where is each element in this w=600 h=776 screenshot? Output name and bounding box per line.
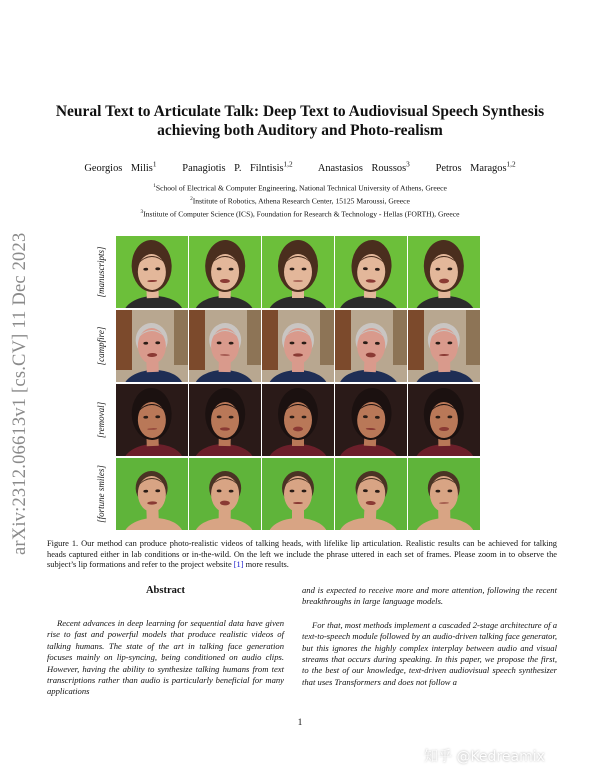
figure-row bbox=[86, 310, 482, 382]
video-frame bbox=[262, 384, 334, 456]
affiliation: $^3$Institute of Computer Science (ICS), Foundation for Research & Technology - Hellas (FORTH), Greece bbox=[140, 209, 460, 219]
affiliation: $^2$Institute of Robotics, Athena Research Center, 15125 Maroussi, Greece bbox=[190, 196, 410, 206]
title-line-2: achieving both Auditory and Photo-realism bbox=[157, 122, 443, 139]
row-phrase-text: [campfire] bbox=[96, 326, 106, 366]
right-column-paragraph: and is expected to receive more and more attention, following the recent breakthroughs in large language models. bbox=[302, 585, 557, 607]
author: Panagiotis P. Filntisis$^{1,2}$ bbox=[182, 161, 293, 175]
figure-1-frame-grid bbox=[86, 236, 482, 531]
video-frame bbox=[335, 384, 407, 456]
author-list bbox=[40, 161, 560, 174]
video-frame bbox=[189, 384, 261, 456]
video-frame bbox=[408, 236, 480, 308]
page-number: 1 bbox=[297, 718, 303, 728]
affiliation: $^1$School of Electrical & Computer Engineering, National Technical University of Athens, Greece bbox=[153, 183, 447, 193]
author: Petros Maragos$^{1,2}$ bbox=[435, 161, 516, 175]
figure-row bbox=[86, 236, 482, 308]
right-column-paragraph: For that, most methods implement a cascaded 2-stage architecture of a text-to-speech module followed by an audio-driven talking face generator, but this ignores the highly complex interplay between audio and visual streams that occurs during speaking. In this paper, we propose the first, to the best of our knowledge, text-driven audiovisual speech synthesizer that uses Transformers and does not follow a bbox=[302, 619, 557, 687]
video-frame bbox=[262, 236, 334, 308]
figure-caption: Figure 1. Our method can produce photo-realistic videos of talking heads, with lifelike lip articulation. Realistic results can be achieved for talking heads captured either in lab conditions or in-the-wild. On the left we include the phrase uttered in each set of frames. Please zoom in to observe the subject’s lip formations and refer to the project website [1] more results. bbox=[47, 539, 557, 569]
row-phrase-text: [removal] bbox=[96, 401, 106, 439]
author: Anastasios Roussos$^3$ bbox=[317, 161, 410, 175]
row-phrase-text: [fortune smiles] bbox=[96, 465, 106, 523]
video-frame bbox=[116, 236, 188, 308]
row-phrase-label bbox=[86, 458, 116, 530]
abstract-body bbox=[47, 618, 284, 698]
video-frame bbox=[116, 384, 188, 456]
paper-title bbox=[40, 102, 560, 140]
video-frame bbox=[335, 236, 407, 308]
row-phrase-label bbox=[86, 310, 116, 382]
video-frame bbox=[408, 384, 480, 456]
video-frame bbox=[335, 310, 407, 382]
abstract-paragraph: Recent advances in deep learning for sequential data have given rise to fast and powerful models that produce realistic videos of talking humans. The state of the art in talking face generation focuses mainly on lip-syncing, being conditioned on audio clips. However, having the ability to synthesize talking humans from text transcriptions rather than audio is particularly beneficial for many applications bbox=[47, 618, 284, 697]
reference-link[interactable]: [1] bbox=[233, 560, 244, 569]
row-phrase-label bbox=[86, 236, 116, 308]
affiliations bbox=[40, 181, 560, 220]
author: Georgios Milis$^1$ bbox=[84, 161, 157, 175]
video-frame bbox=[116, 310, 188, 382]
video-frame bbox=[262, 458, 334, 530]
video-frame bbox=[335, 458, 407, 530]
arxiv-identifier[interactable]: arXiv:2312.06613v1 [cs.CV] 11 Dec 2023 bbox=[10, 232, 30, 555]
video-frame bbox=[408, 458, 480, 530]
right-column bbox=[302, 585, 557, 688]
row-phrase-label bbox=[86, 384, 116, 456]
figure-row bbox=[86, 458, 482, 530]
watermark: 知乎 @Kedreamix bbox=[424, 749, 545, 765]
video-frame bbox=[408, 310, 480, 382]
abstract-heading: Abstract bbox=[145, 585, 186, 596]
video-frame bbox=[116, 458, 188, 530]
video-frame bbox=[189, 458, 261, 530]
row-phrase-text: [manuscripts] bbox=[96, 246, 106, 298]
video-frame bbox=[189, 236, 261, 308]
title-line-1: Neural Text to Articulate Talk: Deep Text to Audiovisual Speech Synthesis bbox=[55, 103, 545, 120]
figure-row bbox=[86, 384, 482, 456]
video-frame bbox=[189, 310, 261, 382]
video-frame bbox=[262, 310, 334, 382]
